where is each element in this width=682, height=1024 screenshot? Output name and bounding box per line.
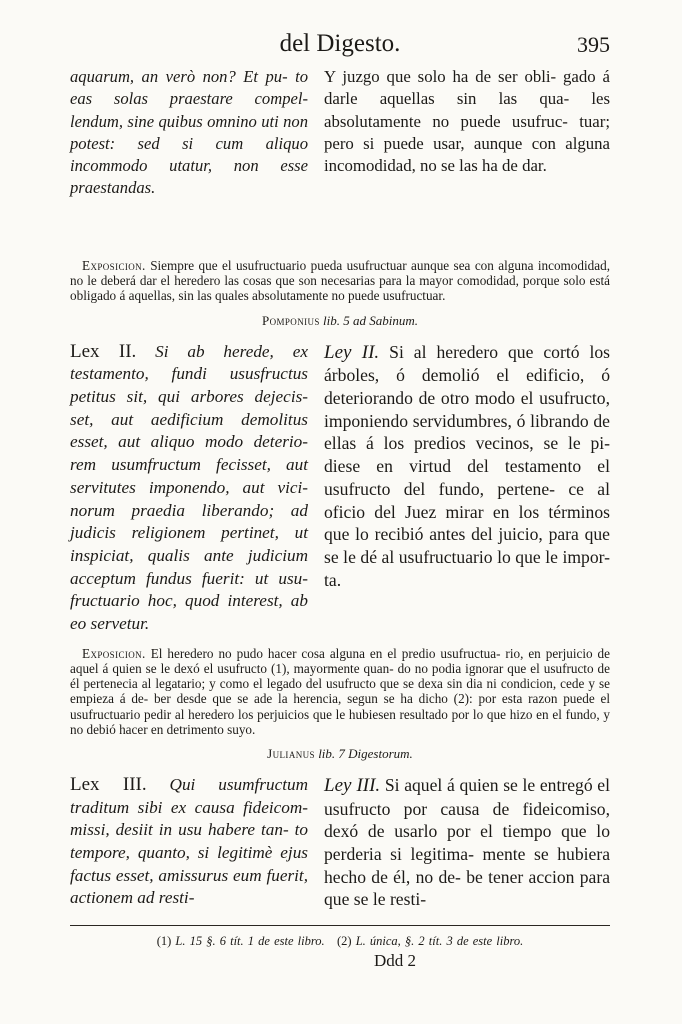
latin-column [70, 341, 308, 636]
page [70, 28, 610, 971]
spanish-body: Si al heredero que cortó los árboles, ó demolió el edificio, ó deteriorando de otro modo el usufructo, imponiendo servidumbres, ó librando de ellas á los predios vecinos, se le pi- diese en virtud del testamento el usufructo del fundo, pertene- ce al oficio del Juez mirar en los términos que lo recibió antes del juicio, para que se le dé al usufructuario lo que le impor- ta. [324, 341, 611, 590]
spanish-text [324, 774, 610, 911]
spanish-column [324, 341, 610, 636]
footnote-1: L. 15 §. 6 tít. 1 de este libro. [175, 934, 325, 949]
footnote-2: L. única, §. 2 tít. 3 de este libro. [355, 934, 524, 949]
exposition-text: Siempre que el usufructuario pueda usufructuar aunque sea con alguna incomodidad, no le deberá dar el heredero las cosas que son necesarias para la mayor comodidad, porque solo está obligado á aquellas, sin las quales absolutamente no puede usufructuar. [70, 258, 610, 304]
spanish-text [324, 341, 610, 592]
latin-text [70, 341, 308, 636]
latin-text [70, 774, 308, 910]
exposition-text: El heredero no pudo hacer cosa alguna en el predio usufructua- rio, en perjuicio de aquel á quien se le dexó el usufructo (1), mayormente quan- do no podia ignorar que el usufructo de él pertenecia al legatario; y como el legado del usufructo que se dexa sin dia ni condicion, cede y se empieza á de- ber desde que se ade la herencia, segun se ha dicho (2): por esta razon puede el usufructuario pedir al heredero los perjuicios que le hubiesen resultado por lo que hizo en el fundo, y no debió hacer en detrimento suyo. [70, 645, 610, 737]
footnote-mark: (1) [156, 934, 172, 949]
exposition-label: Exposicion. [82, 645, 146, 661]
latin-column [70, 774, 308, 911]
source-work: lib. 7 Digestorum. [318, 745, 413, 761]
lex-label: Lex III. [70, 773, 147, 795]
spanish-column [324, 66, 610, 244]
latin-text: aquarum, an verò non? Et pu- to eas solas praestare compel- lendum, sine quibus omnino uti non potest: sed si cum aliquo incommodo utatur, non esse praestandas. [70, 67, 308, 198]
exposition-label: Exposicion. [82, 258, 146, 273]
source-author: Julianus [267, 745, 315, 761]
footnotes [70, 934, 610, 949]
spanish-text: Y juzgo que solo ha de ser obli- gado á darle aquellas sin las qua- les absolutamente no puede usufruc- tuar; pero si puede usar, aunque con alguna incomodidad, no se las ha de dar. [324, 67, 610, 176]
footnote-rule [70, 925, 610, 926]
law-ii-block [70, 341, 610, 636]
page-header [70, 28, 610, 66]
source-citation [70, 313, 610, 329]
ley-label: Ley III. [324, 774, 381, 796]
source-work: lib. 5 ad Sabinum. [323, 312, 419, 328]
source-author: Pomponius [261, 312, 320, 328]
lex-label: Lex II. [70, 340, 137, 362]
page-number: 395 [577, 32, 610, 57]
latin-column [70, 66, 308, 244]
exposition-paragraph [70, 646, 610, 737]
footnote-mark: (2) [336, 934, 352, 949]
ley-label: Ley II. [324, 341, 380, 363]
source-citation [70, 746, 610, 762]
law-iii-block [70, 774, 610, 911]
latin-body: Si ab herede, ex testamento, fundi ususfructus petitus sit, qui arbores dejecis- set, aut aedificium demolitus esset, aut aliquo modo deterio- rem usumfructum fecisset, aut servitutes imponendo, aut vici- norum praedia liberando; ad judicis religionem pertinet, ut inspiciat, qualis ante judicium acceptum fundus fuerit: ut usu- fructuario hoc, quod interest, ab eo servetur. [70, 341, 308, 634]
running-title: del Digesto. [279, 30, 401, 57]
spanish-column [324, 774, 610, 911]
signature-mark: Ddd 2 [373, 951, 417, 971]
exposition-paragraph [70, 258, 610, 304]
continued-law-block [70, 66, 610, 244]
latin-body: Qui usumfructum traditum sibi ex causa fideicom- missi, desiit in usu habere tan- to tempore, quanto, si legitimè ejus factus esset, amissurus eum fuerit, actionem ad resti- [70, 774, 308, 908]
spanish-body: Si aquel á quien se le entregó el usufructo por causa de fideicomiso, dexó de usarlo por el tiempo que lo perderia si legitima- mente se hubiera hecho de él, no de- be tener accion para que se le resti- [324, 774, 610, 910]
